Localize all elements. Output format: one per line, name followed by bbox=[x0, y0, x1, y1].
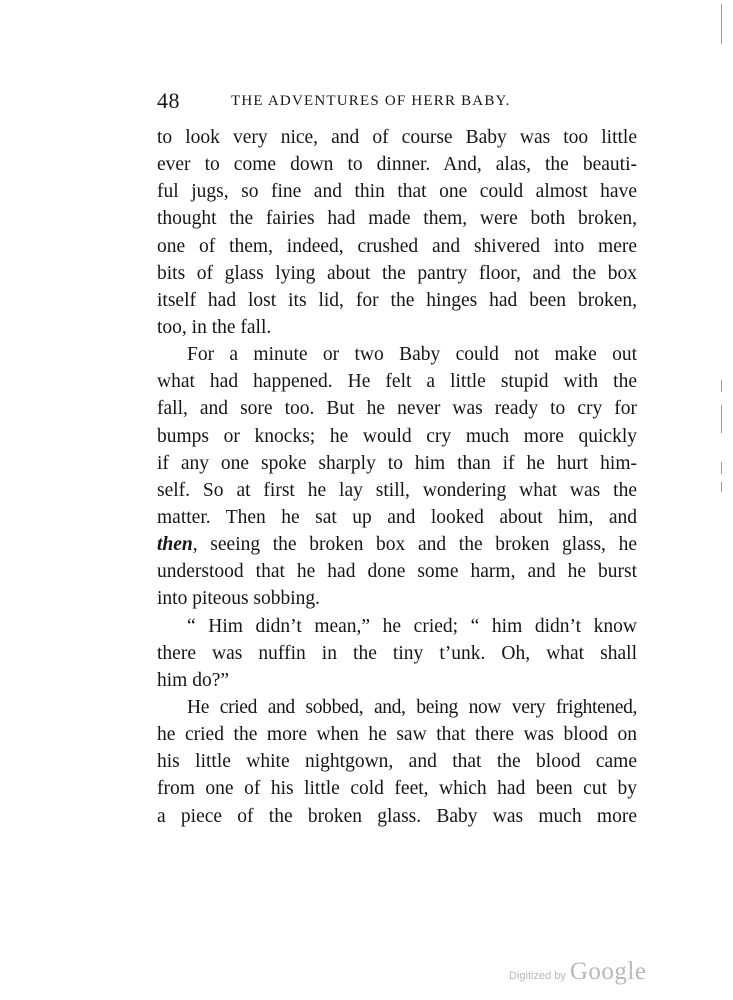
page-header bbox=[157, 88, 637, 118]
page-number: 48 bbox=[157, 88, 180, 113]
text-line-rest: , seeing the broken box and the broken glass, he bbox=[192, 534, 637, 556]
running-title: THE ADVENTURES OF HERR BABY. bbox=[231, 93, 511, 109]
emphasis-word: then bbox=[157, 534, 193, 556]
text-line: bumps or knocks; he would cry much more quickly bbox=[157, 425, 637, 447]
text-line: itself had lost its lid, for the hinges had been broken, bbox=[157, 289, 637, 311]
text-line: into piteous sobbing. bbox=[157, 588, 321, 610]
text-line: from one of his little cold feet, which had been cut by bbox=[157, 778, 637, 800]
text-line: he cried the more when he saw that there was blood on bbox=[157, 724, 637, 746]
scan-edge-mark bbox=[721, 462, 722, 474]
digitized-by-google-watermark bbox=[509, 958, 646, 988]
scan-edge-mark bbox=[721, 380, 722, 392]
text-line: him do?” bbox=[157, 669, 230, 691]
text-line: bits of glass lying about the pantry floor, and the box bbox=[157, 262, 637, 284]
text-line: For a minute or two Baby could not make out bbox=[187, 344, 637, 366]
scan-edge-mark bbox=[721, 405, 722, 433]
text-line: fall, and sore too. But he never was ready to cry for bbox=[157, 398, 637, 420]
text-line: self. So at first he lay still, wondering what was the bbox=[157, 479, 637, 501]
text-line: ever to come down to dinner. And, alas, the beauti- bbox=[157, 154, 637, 176]
text-line: one of them, indeed, crushed and shivered into mere bbox=[157, 235, 637, 257]
text-line: thought the fairies had made them, were both broken, bbox=[157, 208, 637, 230]
text-line: to look very nice, and of course Baby was too little bbox=[157, 127, 637, 148]
text-line: his little white nightgown, and that the blood came bbox=[157, 751, 637, 773]
scan-edge-mark bbox=[721, 482, 722, 492]
scan-edge-mark bbox=[721, 4, 722, 44]
text-line: there was nuffin in the tiny t’unk. Oh, what shall bbox=[157, 642, 637, 664]
google-logo: Google bbox=[569, 958, 647, 985]
text-line: He cried and sobbed, and, being now very frightened, bbox=[187, 696, 637, 718]
text-line: a piece of the broken glass. Baby was much more bbox=[157, 805, 637, 827]
text-line: what had happened. He felt a little stupid with the bbox=[157, 371, 637, 393]
text-line: ful jugs, so fine and thin that one could almost have bbox=[157, 181, 637, 203]
text-line bbox=[157, 531, 637, 558]
digitized-by-label: Digitized by bbox=[509, 970, 566, 982]
text-line: if any one spoke sharply to him than if he hurt him- bbox=[157, 452, 637, 474]
text-line: matter. Then he sat up and looked about him, and bbox=[157, 506, 637, 528]
text-line: too, in the fall. bbox=[157, 316, 272, 338]
text-line: “ Him didn’t mean,” he cried; “ him didn’t know bbox=[187, 615, 637, 637]
body-text bbox=[157, 124, 637, 830]
text-line: understood that he had done some harm, and he burst bbox=[157, 561, 637, 583]
